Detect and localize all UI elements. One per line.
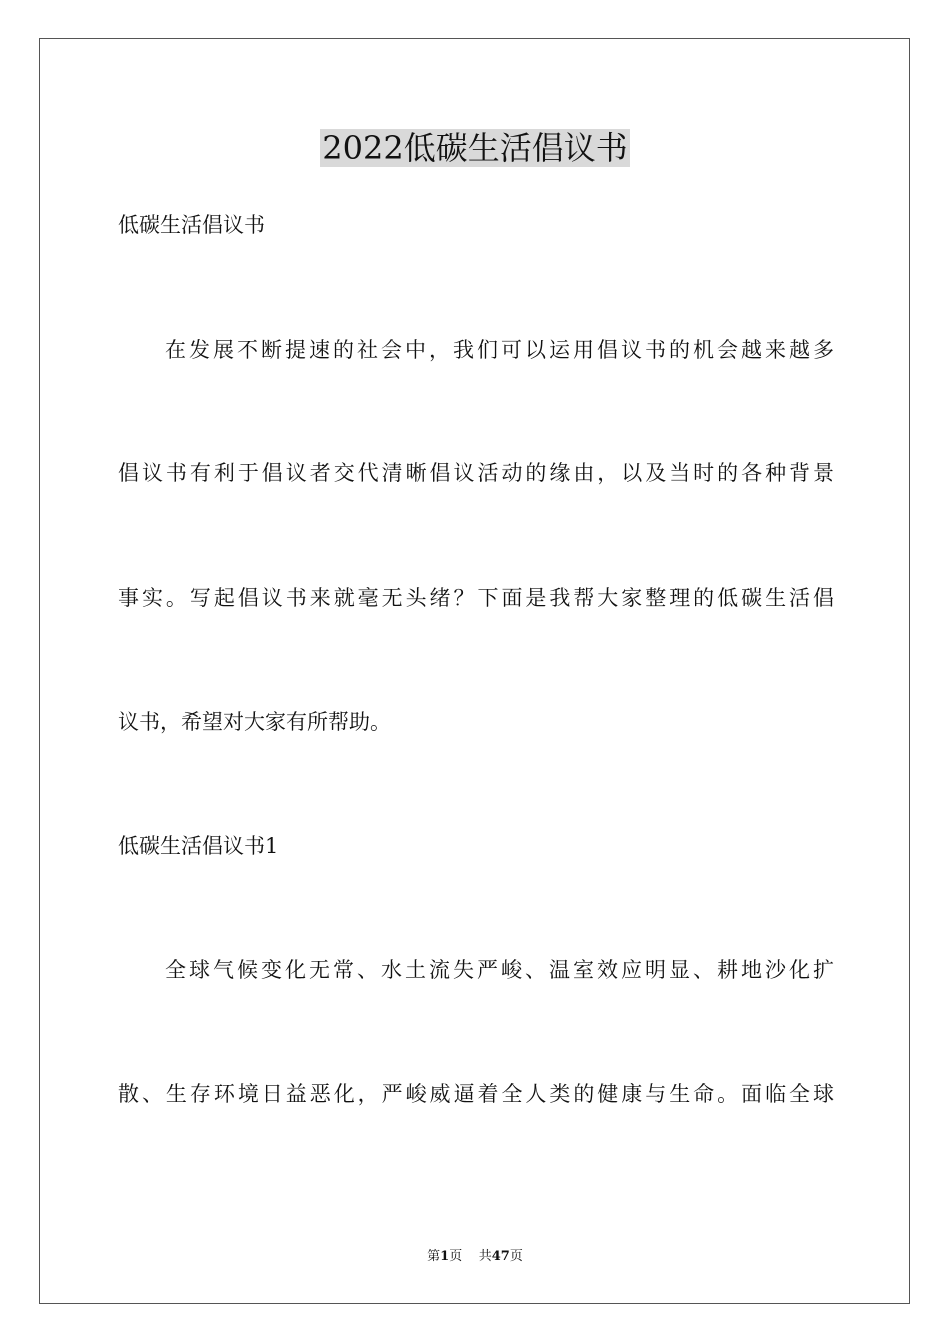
paragraph-line-4: 议书，希望对大家有所帮助。: [118, 710, 391, 734]
footer-page-suffix: 页: [449, 1249, 463, 1264]
paragraph-line-1: 在发展不断提速的社会中，我们可以运用倡议书的机会越来越多: [165, 338, 834, 362]
document-title: [0, 126, 950, 170]
footer-total-prefix: 共: [478, 1249, 492, 1264]
page-footer: [0, 1248, 950, 1266]
footer-total-suffix: 页: [509, 1249, 523, 1264]
document-title-text: 2022低碳生活倡议书: [322, 129, 628, 167]
paragraph-line-3: 事实。写起倡议书来就毫无头绪？下面是我帮大家整理的低碳生活倡: [118, 586, 834, 610]
paragraph-line-6: 散、生存环境日益恶化，严峻威逼着全人类的健康与生命。面临全球: [118, 1082, 834, 1106]
section-heading: 低碳生活倡议书1: [118, 834, 279, 858]
subtitle-line: 低碳生活倡议书: [118, 213, 265, 237]
paragraph-line-2: 倡议书有利于倡议者交代清晰倡议活动的缘由，以及当时的各种背景: [118, 461, 834, 485]
footer-total-pages: 47: [491, 1249, 510, 1264]
footer-page-number: 1: [440, 1249, 450, 1264]
paragraph-line-5: 全球气候变化无常、水土流失严峻、温室效应明显、耕地沙化扩: [165, 958, 834, 982]
footer-page-prefix: 第: [427, 1249, 441, 1264]
